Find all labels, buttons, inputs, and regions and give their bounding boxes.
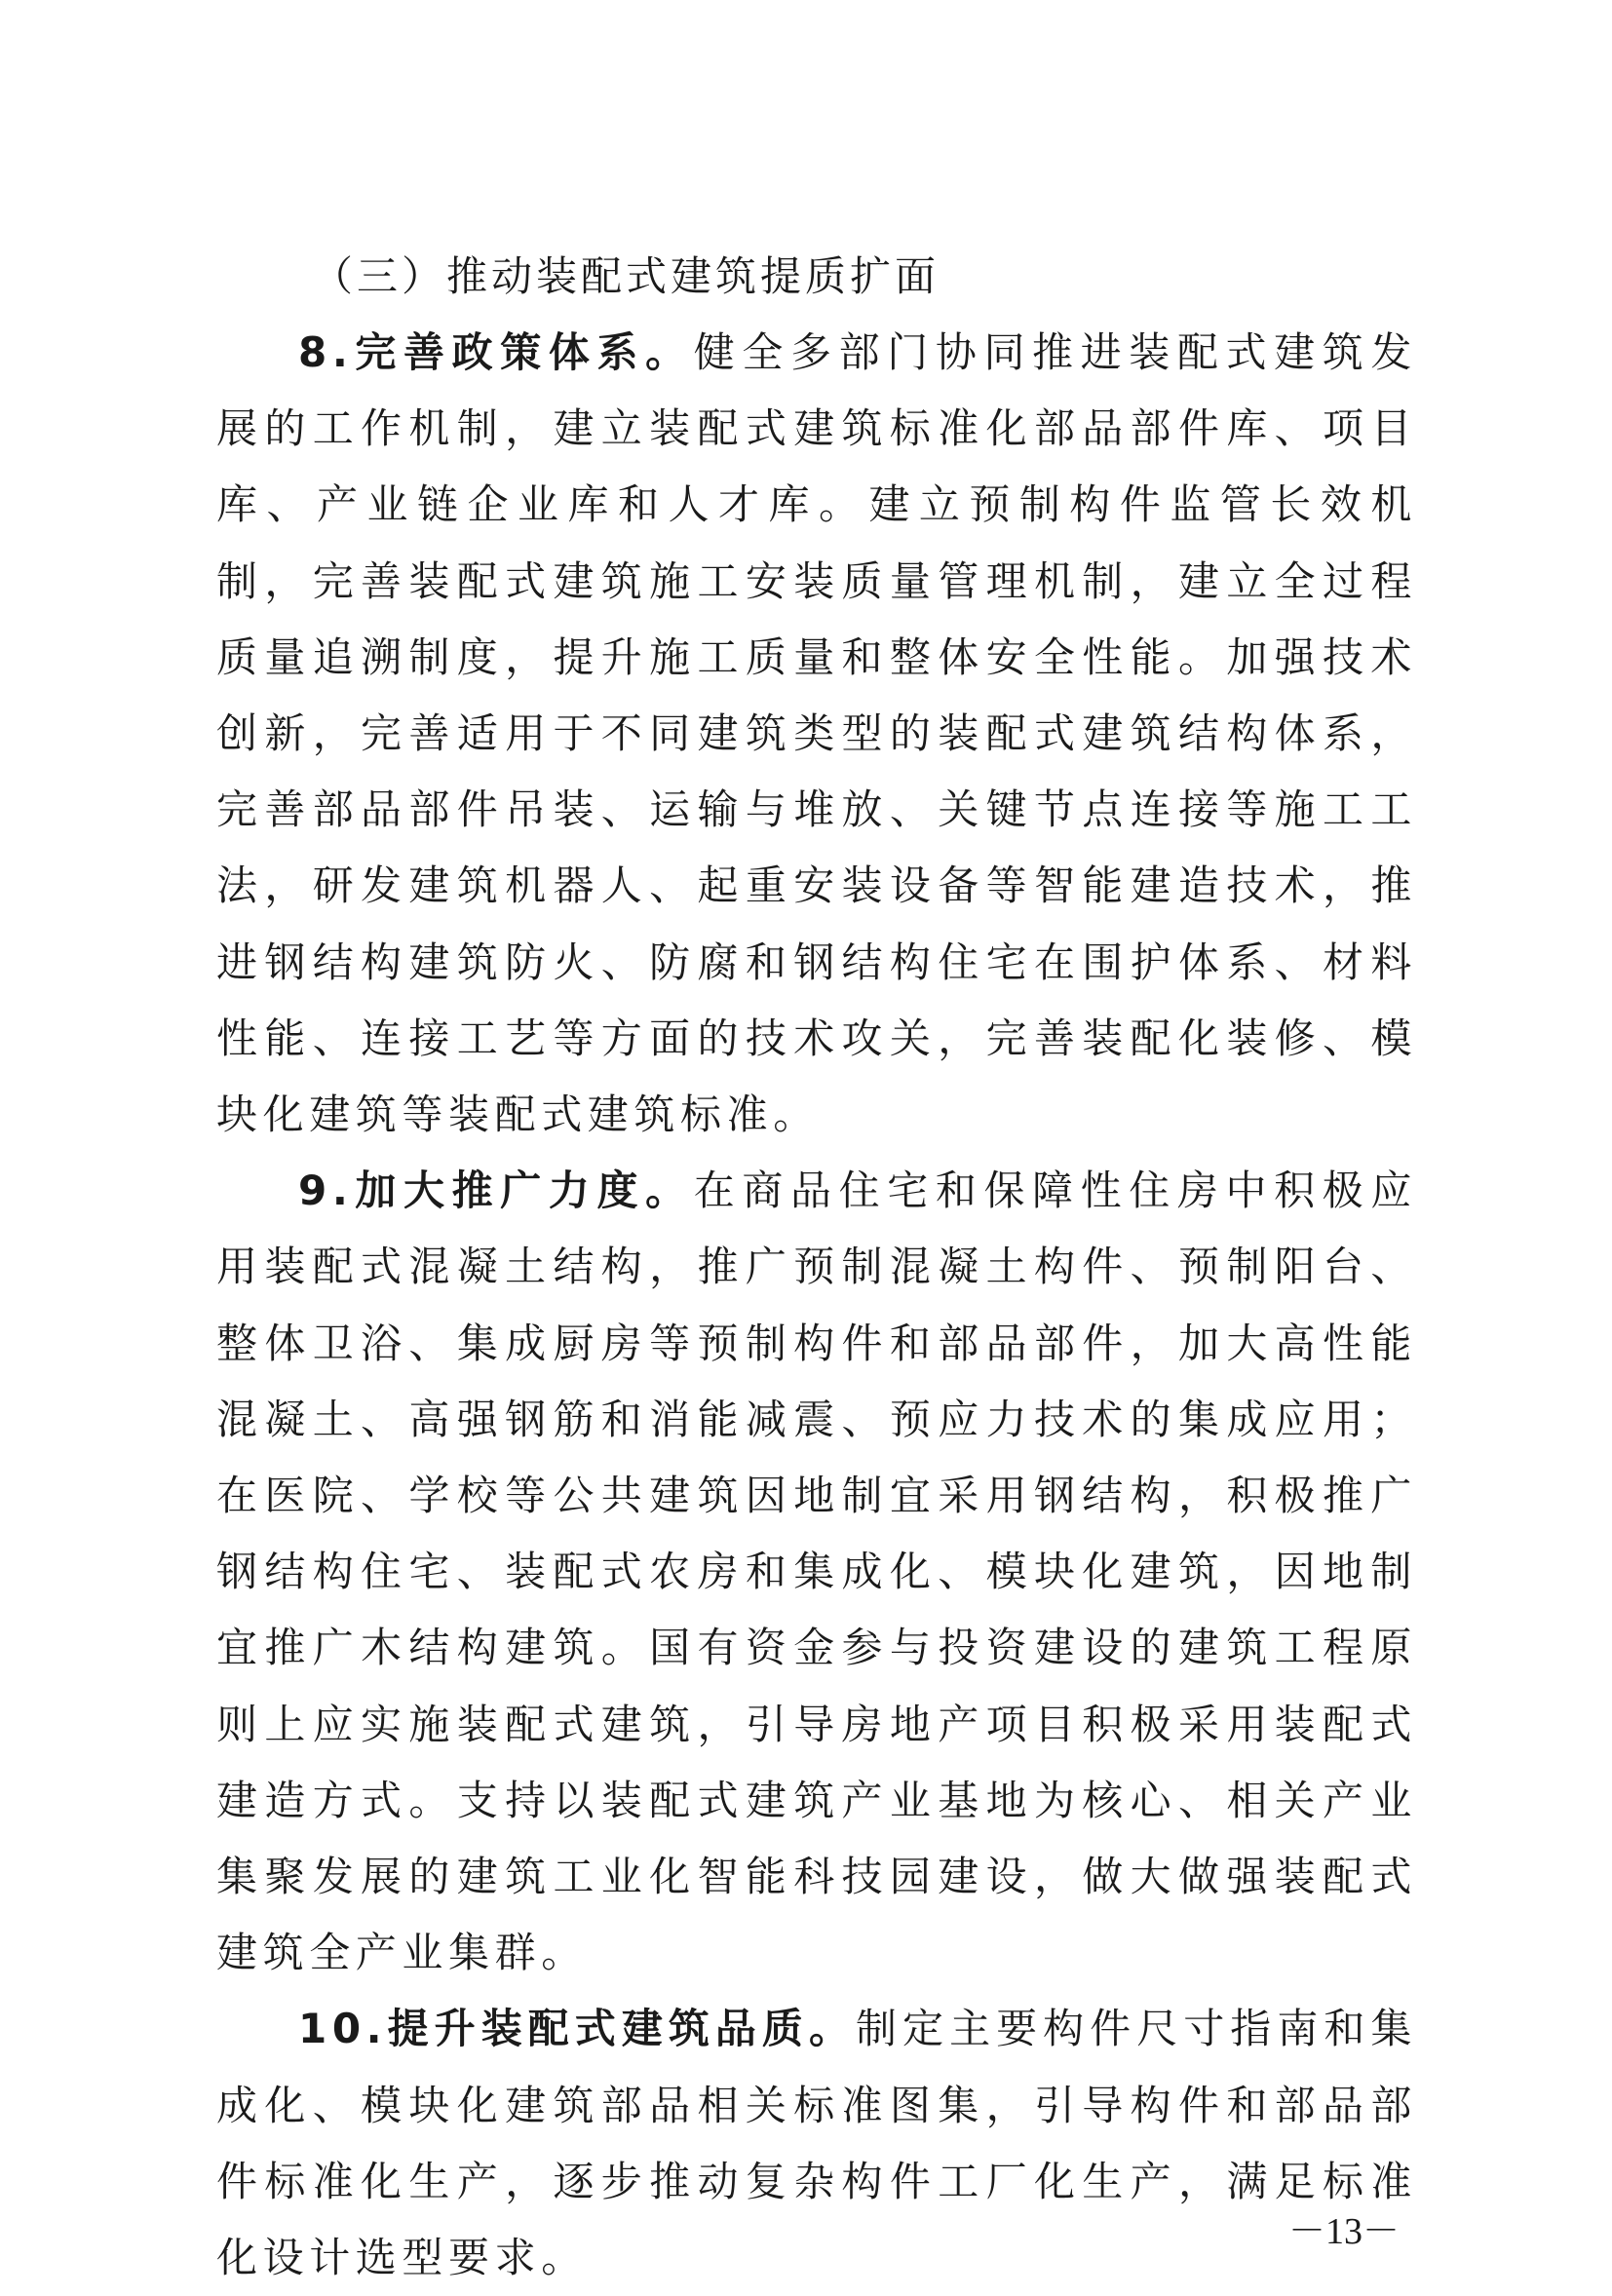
paragraph-title: 8.完善政策体系。 [298, 328, 694, 376]
paragraph-title: 9.加大推广力度。 [298, 1167, 694, 1215]
section-heading: （三）推动装配式建筑提质扩面 [312, 252, 940, 300]
paragraph-9 [216, 1153, 1417, 1991]
page-number: －13－ [1287, 2211, 1400, 2252]
paragraph-body: 制定主要构件尺寸指南和集成化、模块化建筑部品相关标准图集，引导构件和部品部件标准化生产，逐步推动复杂构件工厂化生产，满足标准化设计选型要求。 [216, 2005, 1417, 2282]
paragraph-8 [216, 315, 1417, 1153]
paragraph-title: 10.提升装配式建筑品质。 [298, 2005, 856, 2053]
paragraph-body: 在商品住宅和保障性住房中积极应用装配式混凝土结构，推广预制混凝土构件、预制阳台、整体卫浴、集成厨房等预制构件和部品部件，加大高性能混凝土、高强钢筋和消能减震、预应力技术的集成应用；在医院、学校等公共建筑因地制宜采用钢结构，积极推广钢结构住宅、装配式农房和集成化、模块化建筑，因地制宜推广木结构建筑。国有资金参与投资建设的建筑工程原则上应实施装配式建筑，引导房地产项目积极采用装配式建造方式。支持以装配式建筑产业基地为核心、相关产业集聚发展的建筑工业化智能科技园建设，做大做强装配式建筑全产业集群。 [216, 1167, 1417, 1977]
paragraph-body: 健全多部门协同推进装配式建筑发展的工作机制，建立装配式建筑标准化部品部件库、项目库、产业链企业库和人才库。建立预制构件监管长效机制，完善装配式建筑施工安装质量管理机制，建立全过程质量追溯制度，提升施工质量和整体安全性能。加强技术创新，完善适用于不同建筑类型的装配式建筑结构体系，完善部品部件吊装、运输与堆放、关键节点连接等施工工法，研发建筑机器人、起重安装设备等智能建造技术，推进钢结构建筑防火、防腐和钢结构住宅在围护体系、材料性能、连接工艺等方面的技术攻关，完善装配化装修、模块化建筑等装配式建筑标准。 [216, 328, 1417, 1139]
document-page [216, 239, 1417, 2296]
paragraph-10 [216, 1991, 1417, 2296]
